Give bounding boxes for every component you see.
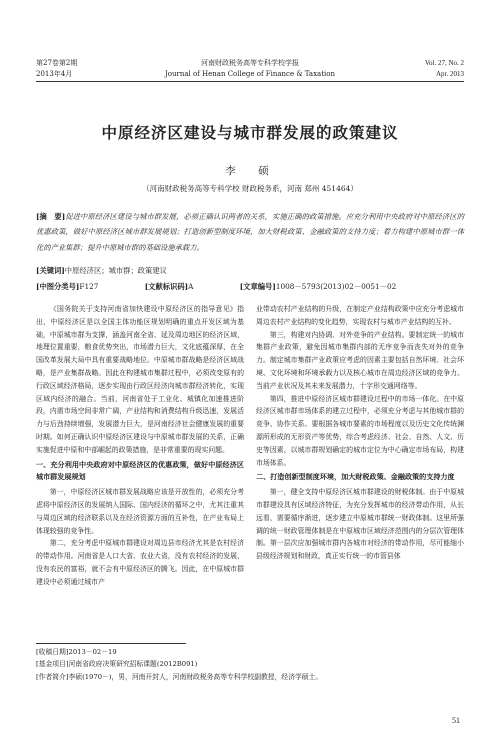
paragraph: 第二，充分考虑中原城市群建设对周边县市经济尤其是农村经济的带动作用。河南省是人口大省、农业大省，没有农村经济的发展，没有农民的富裕，就不会有中原经济区的腾飞。因此，在中原城市群建设中必须通过城市产: [36, 539, 244, 586]
author-affiliation: （河南财政税务高等专科学校 财政税务系，河南 郑州 451464）: [142, 184, 358, 193]
paragraph: 第一，中原经济区城市群发展战略应该是开放性的，必须充分考虑将中原经济区的发展纳入国际、国内经济的循环之中，尤其注重其与周边区域的经济联系以及在经济资源方面的互补性，在产业布局上体现较强的竞争性。: [36, 488, 244, 535]
abstract: [36, 209, 464, 255]
clc-number: [中图分类号]F127: [36, 282, 99, 291]
paragraph: 业带动农村产业结构的升级，在制定产业结构政策中应充分考虑城市周边农村产业结构的变化趋势，实现农村与城市产业结构的互补。: [256, 305, 464, 326]
paper-title: 中原经济区建设与城市群发展的政策建议: [101, 124, 399, 142]
keywords-text: 中原经济区；城市群；政策建议: [64, 266, 167, 275]
keywords-label: [关键词]: [36, 266, 65, 275]
author-bio: [作者简介]李硕(1970－)，男，河南开封人，河南财政税务高等专科学校副教授，经济学硕士。: [36, 672, 323, 681]
body-column-right: [256, 303, 464, 563]
page-number: 51: [452, 716, 460, 725]
header-right: [425, 58, 464, 80]
article-number: [文章编号]1008－5793(2013)02－0051－02: [239, 282, 397, 291]
section-heading: 一、充分利用中央政府对中原经济区的优惠政策，做好中原经济区城市群发展规划: [36, 459, 244, 482]
abstract-text: 促进中原经济区建设与城市群发展，必须正确认识两者的关系，实施正确的政策措施。应充分利用中央政府对中原经济区的优惠政策，做好中原经济区城市群发展规划；打造创新型制度环境，加大财税政策、金融政策的支持力度；着力构建中原城市群一体化的产业集群；提升中原城市群的基础设施承载力。: [36, 212, 464, 252]
paragraph: 第一，健全支持中原经济区城市群建设的财税体制。由于中原城市群建设具有区域经济特征，为充分发挥城市的经济带动作用，从长远看，需要循序渐进，逐步建立中原城市群统一财政体制。这里所强调的统一财政管理体制是在中原城市区域经济范围内的分层次管理体制。第一层次应加强城市群内各城市对经济的带动作用，尽可能缩小县级经济规划和财政，真正实行统一的市管县体: [256, 488, 464, 561]
paragraph: 第四，推进中原经济区城市群建设过程中的市场一体化。在中原经济区城市群市场体系的建立过程中，必须充分考虑与其他城市群的竞争、协作关系。要根据各城市要素的市场程度以及历史文化传统渊源所形成的无形资产等优势，综合考虑经济、社会、自然、人文、历史等因素，以城市群规划确定的城市定位为中心确定市场布局，构建市场体系。: [256, 394, 464, 467]
footnote-rule: [36, 643, 186, 644]
volume-cn: 第27卷第2期: [36, 59, 78, 67]
header-center: [150, 58, 350, 80]
funding-note: [基金项目]河南省政府决策研究招标课题(2012B091): [36, 660, 198, 669]
header-left: [36, 58, 77, 80]
paragraph: 《国务院关于支持河南省加快建设中原经济区的指导意见》指出，中原经济区是以全国主体功能区规划明确的重点开发区域为基础，中原城市群为支撑，涵盖河南全省、延及周边地区的经济区域，地理位置重要，粮食优势突出，市场潜力巨大，文化底蕴深厚，在全国改革发展大局中具有重要战略地位。中原城市群战略是经济区域战略，是产业集群战略。因此在构建城市集群过程中，必须改变原有的行政区域经济格局，逐步实现由行政区经济向城市群经济转化，实现区域内经济的融合。当前，河南省处于工业化、城镇化加速推进阶段，内需市场空间非常广阔，产业结构和消费结构升级迅速，发展活力与后劲持续增强，发展潜力巨大，是河南经济社会健康发展的重要时期。如何正确认识中原经济区建设与中原城市群发展的关系，正确实施促进中原和中部崛起的政策措施，是非常重要的现实问题。: [36, 305, 244, 454]
journal-name-en: Journal of Henan College of Finance & Taxation: [164, 70, 335, 78]
section-heading: 二、打造创新型制度环境，加大财税政策、金融政策的支持力度: [256, 472, 455, 482]
body-column-left: [36, 303, 244, 589]
journal-name-cn: 河南财政税务高等专科学校学报: [201, 59, 299, 67]
paragraph: 第三，构建对内协调、对外竞争的产业结构。要制定统一的城市集群产业政策，避免因城市集群内部的无序竞争而丧失对外的竞争力。制定城市集群产业政策应考虑的因素主要包括自然环境、社会环境、文化环境和环境承载力以及核心城市在周边经济区域的竞争力。当前产业状况及其未来发展潜力，十字形交通网络等。: [256, 330, 464, 390]
date-cn: 2013年4月: [36, 70, 73, 78]
abstract-label: [摘 要]: [36, 212, 66, 221]
received-date: [收稿日期]2013－02－19: [36, 648, 117, 656]
classification-line: [36, 280, 464, 293]
author-name: 李 硕: [225, 165, 275, 177]
date-en: Apr. 2013: [436, 70, 464, 78]
volume-en: Vol. 27, No. 2: [424, 59, 464, 67]
header-rule: [36, 81, 464, 82]
footnotes: [36, 646, 464, 683]
document-code: [文献标识码]A: [144, 282, 194, 291]
keywords: [36, 264, 464, 277]
running-header: [0, 0, 500, 78]
